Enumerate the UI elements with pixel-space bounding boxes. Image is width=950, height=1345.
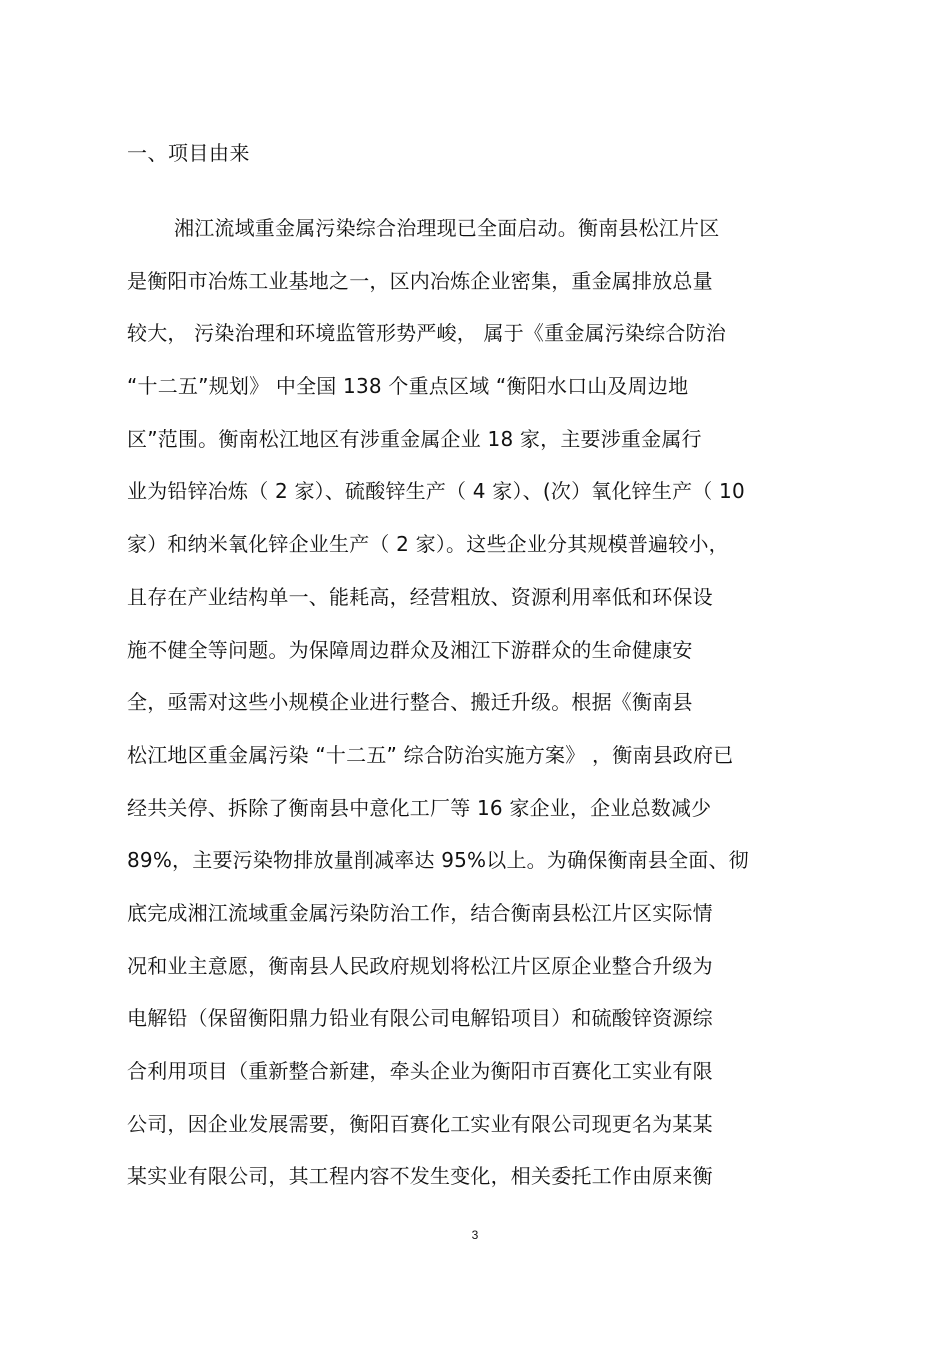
paragraph-line: 是衡阳市冶炼工业基地之一，区内冶炼企业密集，重金属排放总量 [127, 268, 713, 293]
paragraph-line: 公司，因企业发展需要，衡阳百赛化工实业有限公司现更名为某某 [127, 1111, 713, 1136]
paragraph-line: 区”范围。衡南松江地区有涉重金属企业 18 家，主要涉重金属行 [127, 426, 702, 451]
paragraph-line: 经共关停、拆除了衡南县中意化工厂等 16 家企业，企业总数减少 [127, 795, 712, 820]
paragraph-line: 底完成湘江流域重金属污染防治工作，结合衡南县松江片区实际情 [127, 900, 713, 925]
paragraph-line: 某实业有限公司，其工程内容不发生变化，相关委托工作由原来衡 [127, 1164, 713, 1189]
body-paragraph [127, 211, 827, 1212]
paragraph-line: 松江地区重金属污染 “十二五” 综合防治实施方案》 ，衡南县政府已 [127, 742, 734, 767]
paragraph-line: “十二五”规划》 中全国 138 个重点区域 “衡阳水口山及周边地 [127, 374, 689, 399]
paragraph-line: 业为铅锌冶炼（ 2 家）、硫酸锌生产（ 4 家）、(次）氧化锌生产（ 10 [127, 479, 745, 504]
paragraph-line: 电解铅（保留衡阳鼎力铅业有限公司电解铅项目）和硫酸锌资源综 [127, 1006, 713, 1031]
paragraph-line: 较大， 污染治理和环境监管形势严峻， 属于《重金属污染综合防治 [127, 321, 726, 346]
page-number: 3 [471, 1228, 479, 1242]
paragraph-line: 家）和纳米氧化锌企业生产（ 2 家）。这些企业分其规模普遍较小， [127, 532, 729, 557]
paragraph-line: 全，亟需对这些小规模企业进行整合、搬迁升级。根据《衡南县 [127, 690, 693, 715]
paragraph-line: 湘江流域重金属污染综合治理现已全面启动。衡南县松江片区 [174, 216, 720, 240]
section-heading: 一、项目由来 [127, 141, 250, 165]
paragraph-line: 89%，主要污染物排放量削减率达 95%以上。为确保衡南县全面、彻 [127, 848, 749, 873]
paragraph-line: 且存在产业结构单一、能耗高，经营粗放、资源利用率低和环保设 [127, 584, 713, 609]
paragraph-line: 况和业主意愿，衡南县人民政府规划将松江片区原企业整合升级为 [127, 953, 713, 978]
paragraph-line: 施不健全等问题。为保障周边群众及湘江下游群众的生命健康安 [127, 637, 693, 662]
paragraph-line: 合利用项目（重新整合新建，牵头企业为衡阳市百赛化工实业有限 [127, 1059, 713, 1083]
